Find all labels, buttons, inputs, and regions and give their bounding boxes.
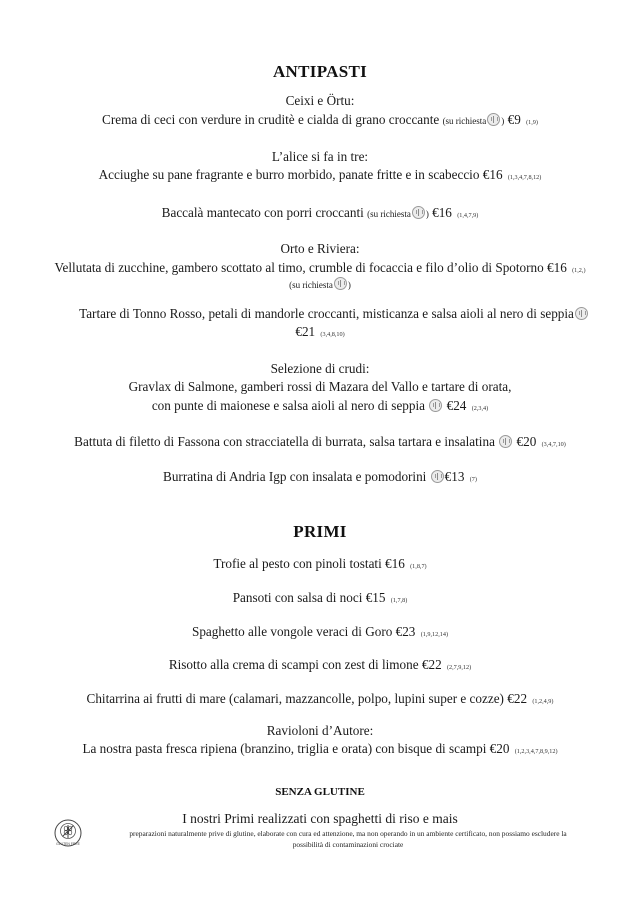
dish-line — [0, 398, 640, 417]
dish-line — [0, 590, 640, 609]
dish-price: €22 — [421, 657, 442, 672]
dish-price: €16 — [432, 205, 452, 220]
allergens: (1,3,4,7,8,12) — [507, 174, 542, 181]
dish-price: €16 — [482, 167, 503, 182]
allergens: (1,2,3,4,7,8,9,12) — [514, 748, 558, 755]
dish-name: Ceixi e Örtu: — [285, 93, 355, 108]
dish-description: Pansoti con salsa di noci — [232, 590, 363, 605]
dish-line: Baccalà mantecato con porri croccanti (su richiesta ) €16 (1,4,7,9) — [161, 205, 479, 220]
dish-price: €9 — [507, 112, 521, 127]
gluten-free-icon — [499, 435, 512, 448]
dish-line — [0, 657, 640, 676]
dish-line — [0, 556, 640, 575]
allergens: (1,8,7) — [410, 563, 427, 570]
svg-text:GLUTEN FREE: GLUTEN FREE — [56, 842, 80, 846]
dish-price: €20 — [489, 741, 510, 756]
dish-price: €13 — [444, 469, 465, 484]
dish-description: Battuta di filetto di Fassona con stracciatella di burrata, salsa tartara e insalatina — [74, 434, 495, 449]
senza-glutine-disclaimer-line1: preparazioni naturalmente prive di glutine, elaborate con cura ed attenzione, ma non operando in un ambiente certificato, non possiamo escludere la — [129, 829, 567, 838]
dish-name: Ravioloni d’Autore: — [266, 723, 374, 738]
allergens: (1,7,8) — [390, 597, 408, 604]
dish-price: €16 — [547, 260, 567, 275]
dish-line-price — [0, 324, 640, 343]
primi-title: PRIMI — [293, 522, 347, 541]
dish-line — [14, 306, 640, 322]
dish-line — [0, 434, 640, 453]
gluten-free-icon — [487, 113, 500, 126]
on-request-note: (su richiesta — [367, 209, 411, 219]
gluten-free-badge-icon — [53, 818, 83, 848]
dish-description: Spaghetto alle vongole veraci di Goro — [191, 624, 393, 639]
dish-price: €23 — [395, 624, 416, 639]
allergens: (1,9,12,14) — [420, 631, 449, 638]
on-request-note: (su richiesta — [289, 280, 333, 290]
allergens: (3,4,7,10) — [541, 441, 566, 448]
dish-line — [0, 624, 640, 643]
on-request-note: (su richiesta — [442, 116, 487, 126]
senza-glutine-disclaimer-line2: possibilità di contaminazioni crociate — [292, 840, 404, 849]
senza-glutine-main: I nostri Primi realizzati con spaghetti di riso e mais — [182, 811, 458, 826]
dish-description: Chitarrina ai frutti di mare (calamari, mazzancolle, polpo, lupini super e cozze) — [86, 691, 504, 706]
allergens: (1,2,4,9) — [532, 698, 554, 705]
dish-name: Selezione di crudi: — [270, 361, 370, 376]
gluten-free-icon — [412, 206, 425, 219]
antipasti-title: ANTIPASTI — [272, 62, 368, 81]
dish-name: L’alice si fa in tre: — [271, 149, 369, 164]
dish-description: Trofie al pesto con pinoli tostati — [213, 556, 382, 571]
dish-price: €22 — [507, 691, 528, 706]
dish-description: Crema di ceci con verdure in cruditè e cialda di grano croccante — [102, 112, 440, 127]
dish-line — [0, 469, 640, 488]
dish-description: Baccalà mantecato con porri croccanti — [161, 205, 364, 220]
gluten-free-icon — [575, 307, 588, 320]
dish-line: Crema di ceci con verdure in cruditè e cialda di grano croccante (su richiesta ) €9 (1,9) — [102, 112, 538, 127]
dish-price: €21 — [295, 324, 316, 339]
gluten-free-icon — [429, 399, 442, 412]
senza-glutine-title: SENZA GLUTINE — [275, 786, 365, 798]
dish-line — [0, 691, 640, 710]
dish-price: €20 — [516, 434, 537, 449]
dish-description: con punte di maionese e salsa aioli al nero di seppia — [151, 398, 426, 413]
dish-description: Tartare di Tonno Rosso, petali di mandorle croccanti, misticanza e salsa aioli al nero di seppia — [79, 306, 574, 321]
dish-line — [0, 741, 640, 760]
dish-description-line: Gravlax di Salmone, gamberi rossi di Mazara del Vallo e tartare di orata, — [128, 379, 512, 394]
dish-line-note: (su richiesta ) — [0, 276, 640, 293]
allergens: (2,7,9,12) — [446, 664, 472, 671]
dish-line — [0, 167, 640, 186]
gluten-free-icon — [334, 277, 347, 290]
gluten-free-icon — [431, 470, 444, 483]
allergens: (2,3,4) — [471, 405, 489, 412]
dish-description: Vellutata di zucchine, gambero scottato al timo, crumble di focaccia e filo d’olio di Spotorno — [54, 260, 544, 275]
allergens: (3,4,8,10) — [320, 331, 345, 338]
dish-description: Acciughe su pane fragrante e burro morbido, panate fritte e in scabeccio — [98, 167, 480, 182]
allergens: (1,2,) — [572, 267, 586, 274]
allergens: (1,9) — [526, 119, 538, 126]
dish-price: €15 — [365, 590, 386, 605]
dish-price: €24 — [446, 398, 467, 413]
dish-name: Orto e Riviera: — [280, 241, 360, 256]
dish-price: €16 — [385, 556, 405, 571]
dish-description: Risotto alla crema di scampi con zest di limone — [168, 657, 419, 672]
dish-description: La nostra pasta fresca ripiena (branzino, triglia e orata) con bisque di scampi — [82, 741, 487, 756]
dish-description: Burratina di Andria Igp con insalata e pomodorini — [163, 469, 427, 484]
allergens: (1,4,7,9) — [457, 212, 479, 219]
allergens: (7) — [469, 476, 477, 483]
